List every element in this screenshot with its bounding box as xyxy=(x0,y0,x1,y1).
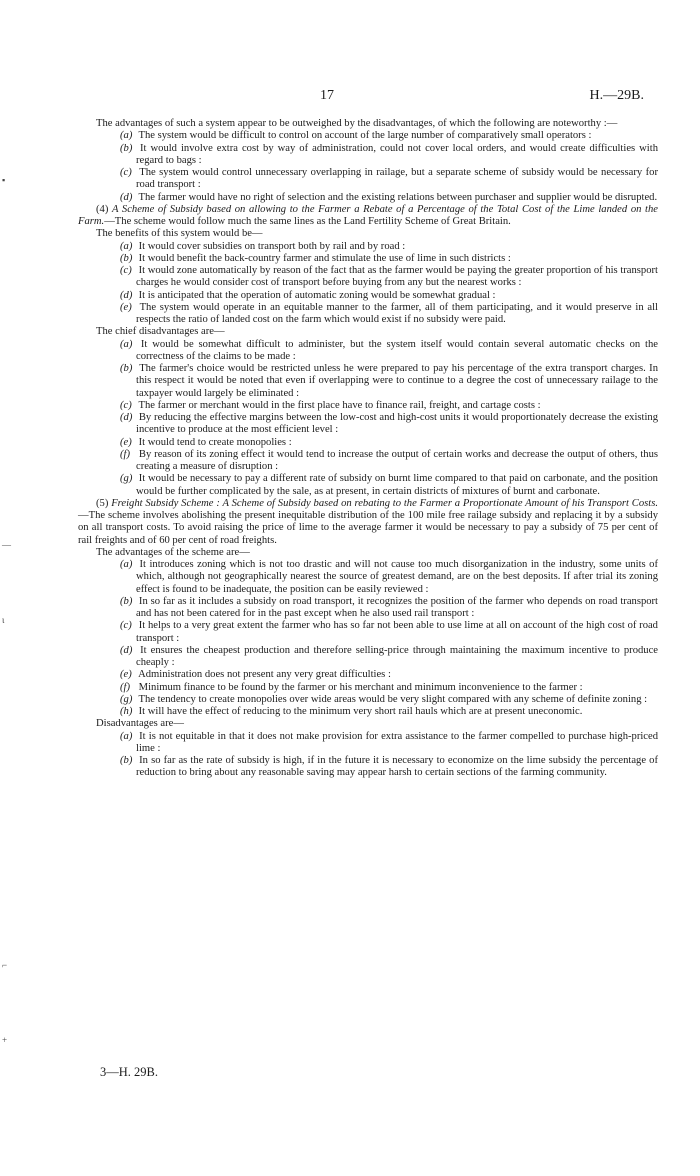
list-item xyxy=(78,412,658,437)
list-item xyxy=(78,620,658,645)
item-text: The system would be difficult to control on account of the large number of comparatively small operators : xyxy=(138,130,592,142)
document-body xyxy=(78,118,658,780)
margin-mark: ι xyxy=(2,615,5,625)
list-item xyxy=(78,192,658,204)
item-marker: (c) xyxy=(120,265,132,276)
paragraph-text: —The scheme involves abolishing the present inequitable distribution of the 100 mile free railage subsidy and replacing it by a subsidy on all transport costs. To avoid raising the price of lime to the average farmer it would be necessary to pay a subsidy of 75 per cent of rail freights and of 60 per cent of road freights. xyxy=(78,510,658,546)
section-paragraph xyxy=(78,498,658,547)
item-marker: (b) xyxy=(120,595,133,607)
item-marker: (d) xyxy=(120,289,133,301)
item-marker: (d) xyxy=(120,191,133,203)
item-text: The tendency to create monopolies over wide areas would be very slight compared with any scheme of definite zoning : xyxy=(138,693,648,705)
list-item xyxy=(78,596,658,621)
item-marker: (e) xyxy=(120,301,132,313)
item-marker: (d) xyxy=(120,412,133,423)
item-marker: (f) xyxy=(120,448,130,460)
list-item xyxy=(78,400,658,412)
item-marker: (c) xyxy=(120,167,132,178)
margin-mark: — xyxy=(2,540,11,550)
list-item xyxy=(78,302,658,327)
item-marker: (c) xyxy=(120,620,132,632)
section-number: (5) xyxy=(96,497,109,509)
list-item xyxy=(78,130,658,142)
item-marker: (e) xyxy=(120,669,132,681)
list-item xyxy=(78,253,658,265)
list-item xyxy=(78,645,658,670)
section-title: Freight Subsidy Scheme : A Scheme of Subsidy based on rebating to the Farmer a Proportionate Amount of his Transport Costs. xyxy=(111,497,658,509)
item-marker: (a) xyxy=(120,338,133,350)
item-text: In so far as the rate of subsidy is high, if in the future it is necessary to economize on the lime subsidy the percentage of reduction to bring about any reasonable saving may appear harsh to certain sections of the farming community. xyxy=(136,755,658,779)
lead-text: The chief disadvantages are— xyxy=(96,326,225,338)
list-item xyxy=(78,339,658,364)
margin-mark: + xyxy=(2,1035,8,1045)
item-text: The system would operate in an equitable manner to the farmer, all of them participating, and it would preserve in all respects the ratio of landed cost on the farm which would exist if no subsidy were paid. xyxy=(136,301,658,325)
item-text: The farmer or merchant would in the first place have to finance rail, freight, and cartage costs : xyxy=(138,399,541,411)
item-text: The farmer would have no right of selection and the existing relations between purchaser and supplier would be disrupted. xyxy=(138,191,658,203)
item-text: By reason of its zoning effect it would tend to increase the output of certain works and decrease the output of others, thus creating a measure of disruption : xyxy=(136,448,658,472)
item-text: It would benefit the back-country farmer and stimulate the use of lime in such districts : xyxy=(138,252,511,264)
section-paragraph xyxy=(78,204,658,229)
list-item xyxy=(78,669,658,681)
list-item xyxy=(78,559,658,596)
item-text: It would be somewhat difficult to administer, but the system itself would contain several automatic checks on the correctness of the claims to be made : xyxy=(136,338,658,362)
item-text: It will have the effect of reducing to the minimum very short rail hauls which are at present uneconomic. xyxy=(138,706,583,717)
item-text: The system would control unnecessary overlapping in railage, but a separate scheme of subsidy would be necessary for road transport : xyxy=(136,167,658,191)
page-header xyxy=(0,88,700,108)
list-item xyxy=(78,449,658,474)
item-text: It helps to a very great extent the farmer who has so far not been able to use lime at all on account of the high cost of road transport : xyxy=(136,620,658,644)
paragraph xyxy=(78,118,658,130)
item-marker: (b) xyxy=(120,363,133,374)
list-item xyxy=(78,755,658,780)
item-text: Minimum finance to be found by the farmer or his merchant and minimum inconvenience to the farmer : xyxy=(138,681,583,693)
item-marker: (b) xyxy=(120,142,133,154)
item-marker: (f) xyxy=(120,681,130,693)
item-marker: (b) xyxy=(120,252,133,264)
section-title: A Scheme of Subsidy based on allowing to the Farmer a Rebate of a Percentage of the Total Cost of the Lime landed on the Farm. xyxy=(78,203,659,227)
margin-mark: ▪ xyxy=(2,175,6,185)
item-marker: (a) xyxy=(120,559,133,570)
item-marker: (h) xyxy=(120,706,133,717)
item-text: It would tend to create monopolies : xyxy=(138,436,292,448)
list-item xyxy=(78,706,658,718)
item-marker: (a) xyxy=(120,240,133,252)
lead-text: The benefits of this system would be— xyxy=(96,228,263,240)
lead-line xyxy=(78,547,658,559)
section-number: (4) xyxy=(96,203,109,215)
page-number: 17 xyxy=(320,88,334,103)
list-item xyxy=(78,437,658,449)
item-marker: (g) xyxy=(120,473,133,485)
list-item xyxy=(78,682,658,694)
item-text: The farmer's choice would be restricted unless he were prepared to pay his percentage of the extra transport charges. In this respect it would be noted that even if overlapping were to continue to a degree the cost of unnecessary railage to the taxpayer would largely be eliminated : xyxy=(136,363,658,399)
item-text: By reducing the effective margins between the low-cost and high-cost units it would proportionately decrease the existing incentive to produce at the most efficient level : xyxy=(136,412,658,436)
lead-line xyxy=(78,228,658,240)
item-marker: (a) xyxy=(120,130,133,142)
paragraph-text: —The scheme would follow much the same lines as the Land Fertility Scheme of Great Britain. xyxy=(104,216,511,227)
item-marker: (c) xyxy=(120,399,132,411)
item-text: It would cover subsidies on transport both by rail and by road : xyxy=(138,240,406,252)
item-text: It would involve extra cost by way of administration, could not cover local orders, and would create difficulties with regard to bags : xyxy=(136,142,658,166)
item-marker: (g) xyxy=(120,693,133,705)
margin-mark: ⌐ xyxy=(2,960,8,970)
document-reference: H.—29B. xyxy=(589,88,644,103)
list-item xyxy=(78,473,658,498)
paragraph-text: The advantages of such a system appear to be outweighed by the disadvantages, of which the following are noteworthy :— xyxy=(96,118,618,129)
list-item xyxy=(78,265,658,290)
item-marker: (e) xyxy=(120,436,132,448)
signature-mark: 3—H. 29B. xyxy=(100,1065,158,1079)
lead-line xyxy=(78,326,658,338)
list-item xyxy=(78,143,658,168)
list-item xyxy=(78,241,658,253)
item-marker: (d) xyxy=(120,644,133,656)
lead-text: The advantages of the scheme are— xyxy=(96,546,250,558)
list-item xyxy=(78,694,658,706)
list-item xyxy=(78,731,658,756)
item-text: It would be necessary to pay a different rate of subsidy on burnt lime compared to that paid on carbonate, and the position would be further complicated by the sale, as at present, in certain districts of mixtures of burnt and carbonate. xyxy=(136,473,658,497)
list-item xyxy=(78,167,658,192)
list-item xyxy=(78,290,658,302)
item-text: In so far as it includes a subsidy on road transport, it recognizes the position of the farmer who depends on road transport and has not been catered for in the past except when he also used rail transport : xyxy=(136,595,659,619)
item-marker: (a) xyxy=(120,730,133,742)
list-item xyxy=(78,363,658,400)
item-text: It would zone automatically by reason of the fact that as the farmer would be paying the greater proportion of his transport charges he would consider cost of transport before buying from any but the nearest works : xyxy=(136,265,658,289)
lead-text: Disadvantages are— xyxy=(96,718,184,730)
item-marker: (b) xyxy=(120,755,133,766)
item-text: Administration does not present any very great difficulties : xyxy=(138,669,391,681)
item-text: It is not equitable in that it does not make provision for extra assistance to the farmer compelled to purchase high-priced lime : xyxy=(136,730,659,754)
item-text: It ensures the cheapest production and therefore selling-price through maintaining the maximum incentive to produce cheaply : xyxy=(136,644,658,668)
item-text: It introduces zoning which is not too drastic and will not cause too much disorganization in the industry, some units of which, although not geographically nearest the source of greatest demand, are on the best deposits. If after trial its zoning effect is found to be inadequate, the position can be easily reviewed : xyxy=(136,559,658,595)
lead-line xyxy=(78,718,658,730)
item-text: It is anticipated that the operation of automatic zoning would be somewhat gradual : xyxy=(138,289,496,301)
